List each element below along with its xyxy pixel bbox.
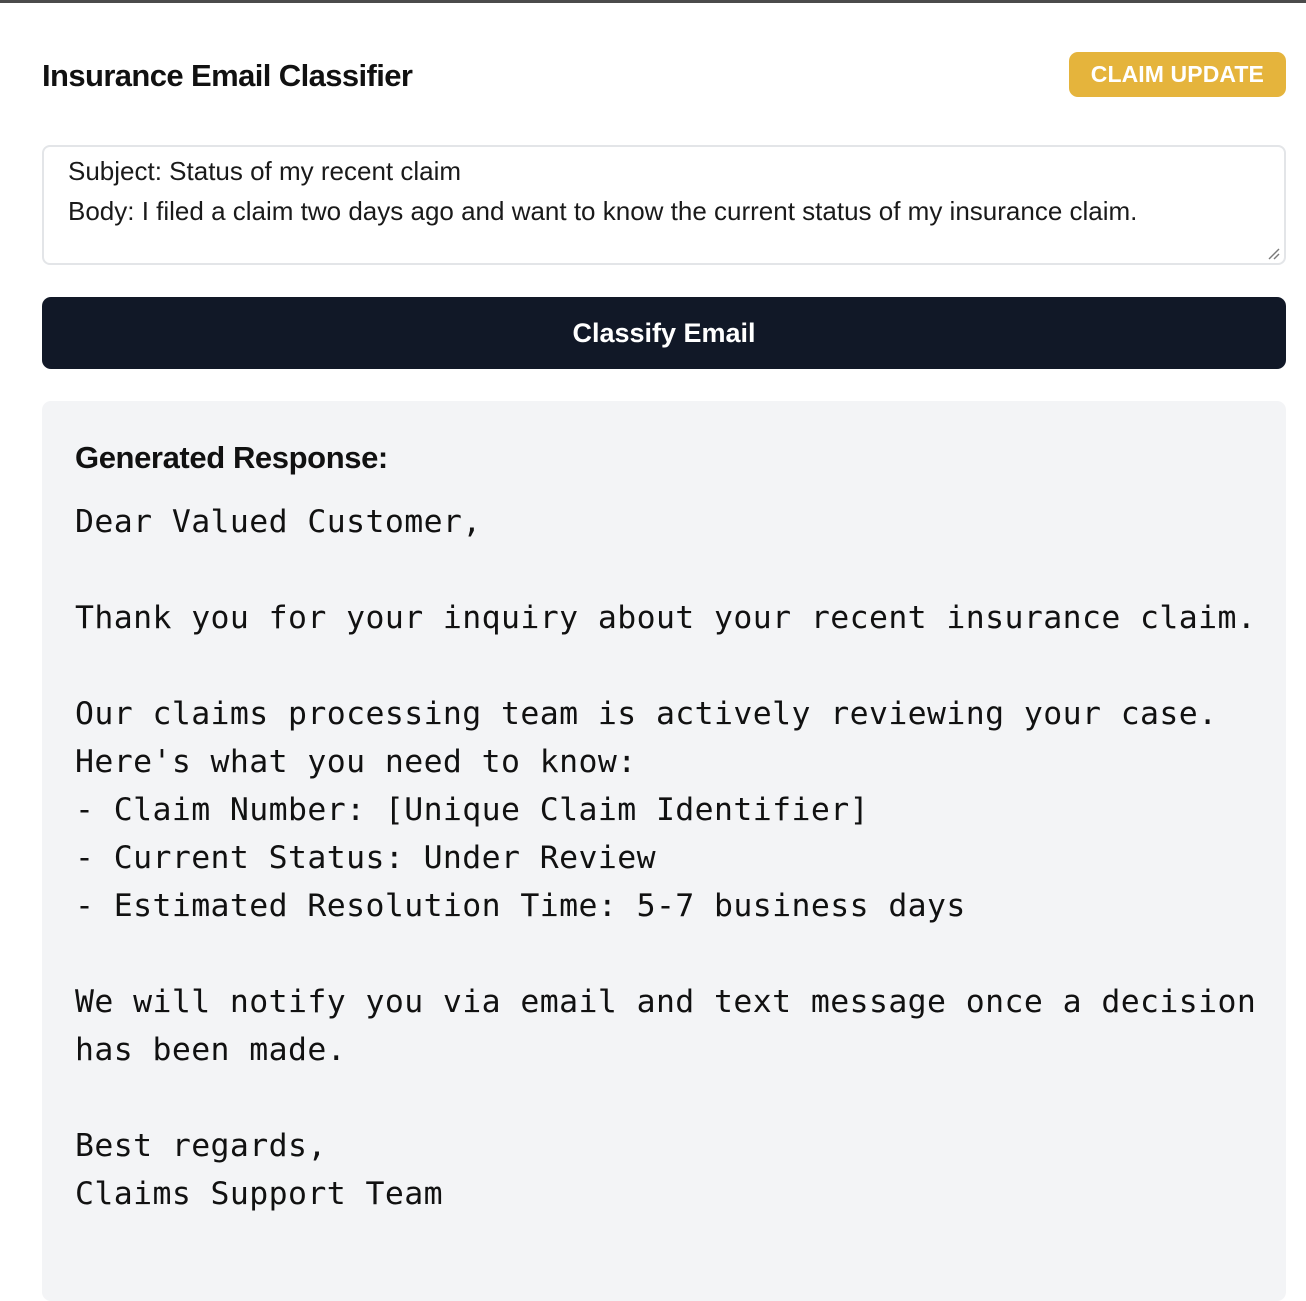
response-heading: Generated Response: (75, 440, 388, 475)
page-title: Insurance Email Classifier (42, 58, 413, 93)
classify-email-button[interactable]: Classify Email (42, 297, 1286, 369)
email-body-text: Body: I filed a claim two days ago and want to know the current status of my insurance claim. (68, 196, 1138, 226)
response-panel (42, 401, 1286, 1301)
classifier-page (42, 0, 1286, 1232)
resize-handle-icon[interactable] (1266, 246, 1280, 260)
generated-response-text: Dear Valued Customer, Thank you for your inquiry about your recent insurance claim. Our claims processing team is actively reviewing your case. Here's what you need to know: - Claim Number: [Unique Claim Identifier] - Current Status: Under Review - Estimated Resolution Time: 5-7 business days We will notify you via email and text message once a decision has been made. Best regards, Claims Support Team (75, 504, 1257, 1212)
header (42, 52, 1286, 98)
email-subject-text: Subject: Status of my recent claim (68, 156, 462, 186)
classification-badge: CLAIM UPDATE (1069, 52, 1286, 97)
email-input[interactable] (42, 145, 1286, 265)
